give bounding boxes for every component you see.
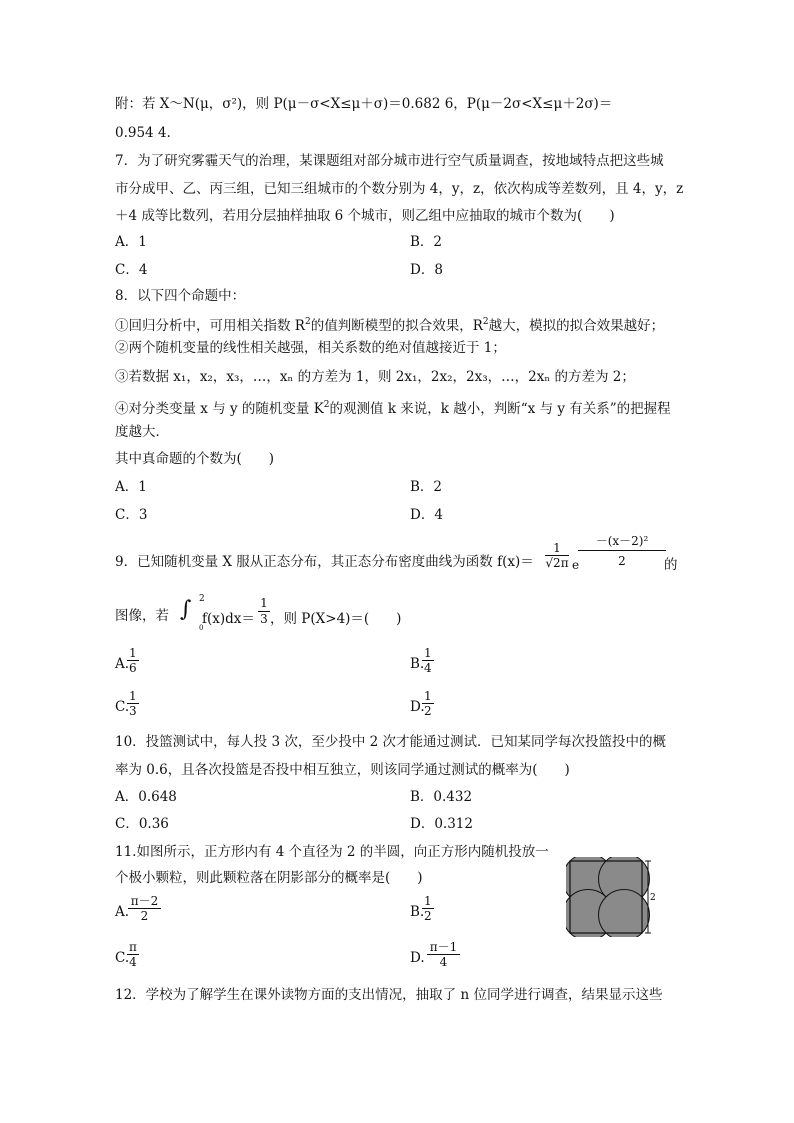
- q9-one: 1: [545, 541, 569, 556]
- q9-line-2b: ，则 P(X>4)＝( ): [270, 611, 402, 627]
- q8-item-1-a: ①回归分析中，可用相关指数 R: [115, 318, 305, 334]
- q11-option-a-den: 2: [140, 909, 149, 923]
- q10-option-c[interactable]: C．0.36: [115, 816, 169, 832]
- q9-option-a-num: 1: [129, 646, 137, 660]
- q11-option-c-num: π: [129, 940, 137, 954]
- q11-option-a-num: π－2: [128, 894, 161, 909]
- q11-line-1: 11.如图所示，正方形内有 4 个直径为 2 的半圆，向正方形内随机投放一: [115, 844, 549, 860]
- q9-option-d-label: D.: [410, 699, 425, 715]
- q11-option-d-den: 4: [439, 955, 448, 969]
- q11-figure: [566, 857, 656, 937]
- q8-item-4-cont: 度越大．: [115, 424, 169, 440]
- q8-option-d[interactable]: D．4: [410, 507, 443, 523]
- q9-exp-den: 2: [618, 554, 626, 568]
- q11-option-d-num: π－1: [427, 940, 460, 955]
- q11-option-d-label: D.: [410, 950, 425, 966]
- q8-option-c[interactable]: C．3: [115, 507, 148, 523]
- q7-option-a[interactable]: A．1: [115, 234, 147, 250]
- q9-option-b-num: 1: [424, 646, 432, 660]
- q9-integral-upper: 2: [199, 594, 205, 604]
- q9-integrand: f(x)dx＝: [202, 611, 255, 627]
- q9-sqrt: √2π: [545, 556, 569, 570]
- q8-item-2: ②两个随机变量的线性相关越强，相关系数的绝对值越接近于 1；: [115, 340, 506, 356]
- q9-option-d-den: 2: [424, 704, 432, 718]
- q9-line-1: 9．已知随机变量 X 服从正态分布，其正态分布密度曲线为函数 f(x)＝: [115, 554, 534, 570]
- q11-dimension-label: 2: [650, 893, 656, 903]
- q9-option-c-den: 3: [129, 704, 137, 718]
- q7-option-d[interactable]: D．8: [410, 262, 443, 278]
- q9-e: e: [572, 558, 580, 572]
- q9-option-c-label: C.: [115, 699, 130, 715]
- q8-sq-1: 2: [304, 317, 311, 327]
- q8-sq-2: 2: [482, 317, 489, 327]
- q9-option-a-den: 6: [129, 661, 137, 675]
- q8-item-3: ③若数据 x₁，x₂，x₃，…，xₙ 的方差为 1，则 2x₁，2x₂，2x₃，…，2xₙ 的方差为 2；: [115, 369, 635, 385]
- q7-line-2: 市分成甲、乙、丙三组，已知三组城市的个数分别为 4，y，z，依次构成等差数列，且 4，y，z: [115, 181, 684, 197]
- q9-option-b-den: 4: [424, 661, 432, 675]
- note-line-1: 附：若 X～N(μ，σ²)，则 P(μ－σ<X≤μ＋σ)＝0.682 6，P(μ－2σ<X≤μ＋2σ)＝: [115, 96, 613, 112]
- q11-option-c-den: 4: [129, 955, 137, 969]
- q12-line-1: 12．学校为了解学生在课外读物方面的支出情况，抽取了 n 位同学进行调查，结果显示这些: [115, 987, 663, 1003]
- q8-item-4-b: 的观测值 k 来说，k 越小，判断“x 与 y 有关系”的把握程: [329, 401, 671, 417]
- q8-sq-3: 2: [323, 400, 330, 410]
- q8-option-a[interactable]: A．1: [115, 479, 147, 495]
- q8-item-4: [115, 396, 671, 418]
- q10-option-b[interactable]: B．0.432: [410, 789, 473, 805]
- q10-option-a[interactable]: A．0.648: [115, 789, 177, 805]
- q10-option-d[interactable]: D．0.312: [410, 816, 473, 832]
- q8-item-4-a: ④对分类变量 x 与 y 的随机变量 K: [115, 401, 324, 417]
- q10-line-1: 10．投篮测试中，每人投 3 次，至少投中 2 次才能通过测试．已知某同学每次投篮投中的概: [115, 734, 667, 750]
- q7-line-1: 7．为了研究雾霾天气的治理，某课题组对部分城市进行空气质量调查，按地域特点把这些城: [115, 153, 664, 169]
- q11-petals: [566, 857, 649, 937]
- q9-integral-sign: ∫: [180, 597, 192, 622]
- q11-option-b-den: 2: [424, 909, 432, 923]
- q8-item-1-b: 的值判断模型的拟合效果，R: [310, 318, 483, 334]
- q9-exp-num: －(x－2)²: [578, 532, 666, 551]
- q9-option-b-label: B.: [410, 656, 425, 672]
- q11-option-c-label: C.: [115, 950, 130, 966]
- q9-third-num: 1: [258, 596, 270, 612]
- q9-third: [258, 596, 270, 627]
- q8-item-1: [115, 313, 664, 335]
- q9-line-2a: 图像，若: [115, 608, 169, 624]
- q7-option-c[interactable]: C．4: [115, 262, 148, 278]
- q7-option-b[interactable]: B．2: [410, 234, 443, 250]
- q8-option-b[interactable]: B．2: [410, 479, 443, 495]
- q8-line-1: 8．以下四个命题中：: [115, 288, 246, 304]
- note-line-2: 0.954 4.: [115, 125, 171, 141]
- q9-option-a-label: A.: [115, 656, 130, 672]
- q9-frac-one: [545, 541, 569, 570]
- q9-option-c-num: 1: [129, 689, 137, 703]
- q11-option-b-label: B.: [410, 904, 425, 920]
- q11-option-b-num: 1: [424, 894, 432, 908]
- q10-line-2: 率为 0.6，且各次投篮是否投中相互独立，则该同学通过测试的概率为( ): [115, 762, 570, 778]
- q9-third-den: 3: [260, 612, 268, 626]
- q8-question: 其中真命题的个数为( ): [115, 451, 275, 467]
- q11-option-a-label: A.: [115, 904, 130, 920]
- q9-option-d-num: 1: [424, 689, 432, 703]
- q9-de: 的: [664, 557, 678, 573]
- q7-line-3: ＋4 成等比数列，若用分层抽样抽取 6 个城市，则乙组中应抽取的城市个数为( ): [115, 208, 615, 224]
- q9-exponent: [578, 532, 666, 568]
- q9-integral-lower: 0: [199, 624, 204, 632]
- q11-line-2: 个极小颗粒，则此颗粒落在阴影部分的概率是( ): [115, 870, 423, 886]
- q8-item-1-c: 越大，模拟的拟合效果越好；: [488, 318, 665, 334]
